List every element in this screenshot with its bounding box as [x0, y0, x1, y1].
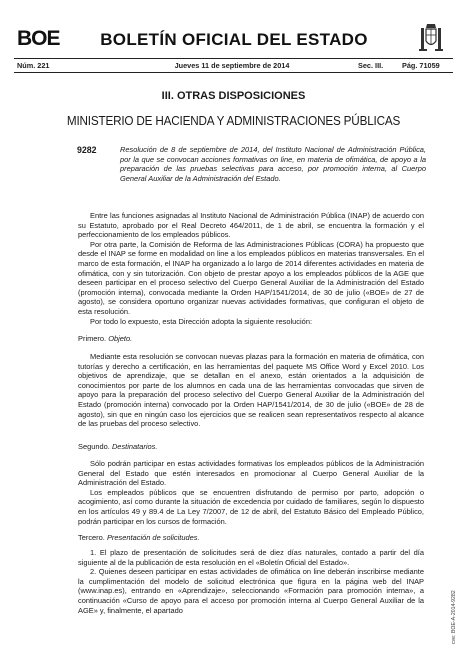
- cve-text: cve: BOE-A-2014-9282: [451, 590, 457, 644]
- header-rule-top: [14, 58, 453, 59]
- intro-paragraph: Entre las funciones asignadas al Instituto Nacional de Administración Pública (INAP) de acuerdo con su Estatuto, aprobado por el Real Decreto 464/2011, de 1 de abril, se encuentra la formación y el perfeccionamiento de los empleados públicos.: [78, 211, 424, 240]
- article-label: Segundo.: [78, 442, 110, 451]
- section-title: III. OTRAS DISPOSICIONES: [161, 90, 306, 102]
- article-heading: [78, 442, 157, 451]
- article-paragraph: 2. Quienes deseen participar en estas actividades de ofimática on line deberán inscribirse mediante la cumplimentación del modelo de solicitud electrónica que figura en la página web del INAP (www.inap.es), entrando en «Aprendizaje», seleccionando «Formación para promoción interna», a continuación «Curso de apoyo para el acceso por promoción interna al Cuerpo General Auxiliar de la AGE» y, finalmente, el apartado: [78, 567, 424, 615]
- article-title: Destinatarios.: [111, 442, 158, 451]
- article-paragraph: Los empleados públicos que se encuentren disfrutando de permiso por parto, adopción o acogimiento, así como durante la situación de excedencia por cuidado de familiares, según lo dispuesto en los artículos 49 y 89.4 de La Ley 7/2007, de 12 de abril, del Estatuto Básico del Empleado Público, podrán participar en los cursos de formación.: [78, 487, 424, 526]
- article-paragraph: Mediante esta resolución se convocan nuevas plazas para la formación en materia de ofimática, con tutorías y derecho a certificación, en las herramientas del paquete MS Office Word y Excel 2010. Los objetivos de aprendizaje, que se detallan en el anexo, están orientados a la adquisición de conocimientos por parte de los alumnos en cada una de las herramientas convocadas que sirven de apoyo para la preparación del proceso selectivo del Cuerpo General Auxiliar de la Administración del Estado (promoción interna) convocado por la Orden HAP/1541/2014, de 30 de julio («BOE» de 28 de agosto), sin que en ningún caso los ejercicios que se realicen sean representativos respecto al alcance de las pruebas del proceso selectivo.: [78, 352, 424, 429]
- article-paragraph: Sólo podrán participar en estas actividades formativas los empleados públicos de la Administración General del Estado que estén interesados en promocionar al Cuerpo General Auxiliar de la Administración del Estado.: [78, 459, 424, 488]
- boe-logo-text: BOE: [17, 27, 60, 50]
- article-body: [78, 352, 424, 429]
- boe-logo: [17, 28, 77, 50]
- article-title: Objeto.: [108, 334, 133, 343]
- article-body: [78, 459, 424, 526]
- header-rule-bottom: [14, 72, 453, 73]
- bulletin-title: BOLETÍN OFICIAL DEL ESTADO: [100, 30, 368, 49]
- section-label: Sec. III.: [358, 61, 384, 70]
- article-title: Presentación de solicitudes.: [106, 533, 200, 542]
- article-heading: [78, 334, 132, 343]
- resolution-number: 9282: [77, 145, 97, 155]
- ministry-title: MINISTERIO DE HACIENDA Y ADMINISTRACIONES PÚBLICAS: [66, 114, 401, 128]
- intro-paragraph: Por otra parte, la Comisión de Reforma de las Administraciones Públicas (CORA) ha propuesto que desde el INAP se forme en modalidad on line a los empleados públicos en materias transversales. En el marco de esta formación, el INAP ha organizado a lo largo de 2014 diferentes actividades en materia de ofimática, con y sin tutorización. Con objeto de prestar apoyo a los empleados públicos de la AGE que deseen participar en el proceso selectivo del Cuerpo General Auxiliar de la Administración del Estado (promoción interna), convocada mediante la Orden HAP/1541/2014, de 30 de julio («BOE» de 27 de agosto), se considera oportuno organizar nuevas actividades formativas, que configuran el objeto de esta resolución.: [78, 239, 424, 316]
- spanish-coat-of-arms-icon: [418, 22, 444, 54]
- issue-date: Jueves 11 de septiembre de 2014: [174, 61, 290, 70]
- resolution-summary: Resolución de 8 de septiembre de 2014, del Instituto Nacional de Administración Pública, por la que se convocan acciones formativas on line, en materia de ofimática, de apoyo a la preparación de las pruebas selectivas para acceso, por promoción interna, al Cuerpo General Auxiliar de la Administración del Estado.: [120, 145, 426, 183]
- article-body: [78, 548, 424, 615]
- article-heading: [78, 533, 200, 542]
- article-label: Primero.: [78, 334, 107, 343]
- article-label: Tercero.: [78, 533, 105, 542]
- article-paragraph: 1. El plazo de presentación de solicitudes será de diez días naturales, contado a partir del día siguiente al de la publicación de esta resolución en el «Boletín Oficial del Estado».: [78, 548, 424, 567]
- page-number: Pág. 71059: [402, 61, 440, 70]
- issue-number: Núm. 221: [17, 61, 50, 70]
- intro-paragraph: Por todo lo expuesto, esta Dirección adopta la siguiente resolución:: [90, 316, 313, 326]
- cve-identifier: [451, 544, 459, 644]
- intro-block: [78, 211, 424, 326]
